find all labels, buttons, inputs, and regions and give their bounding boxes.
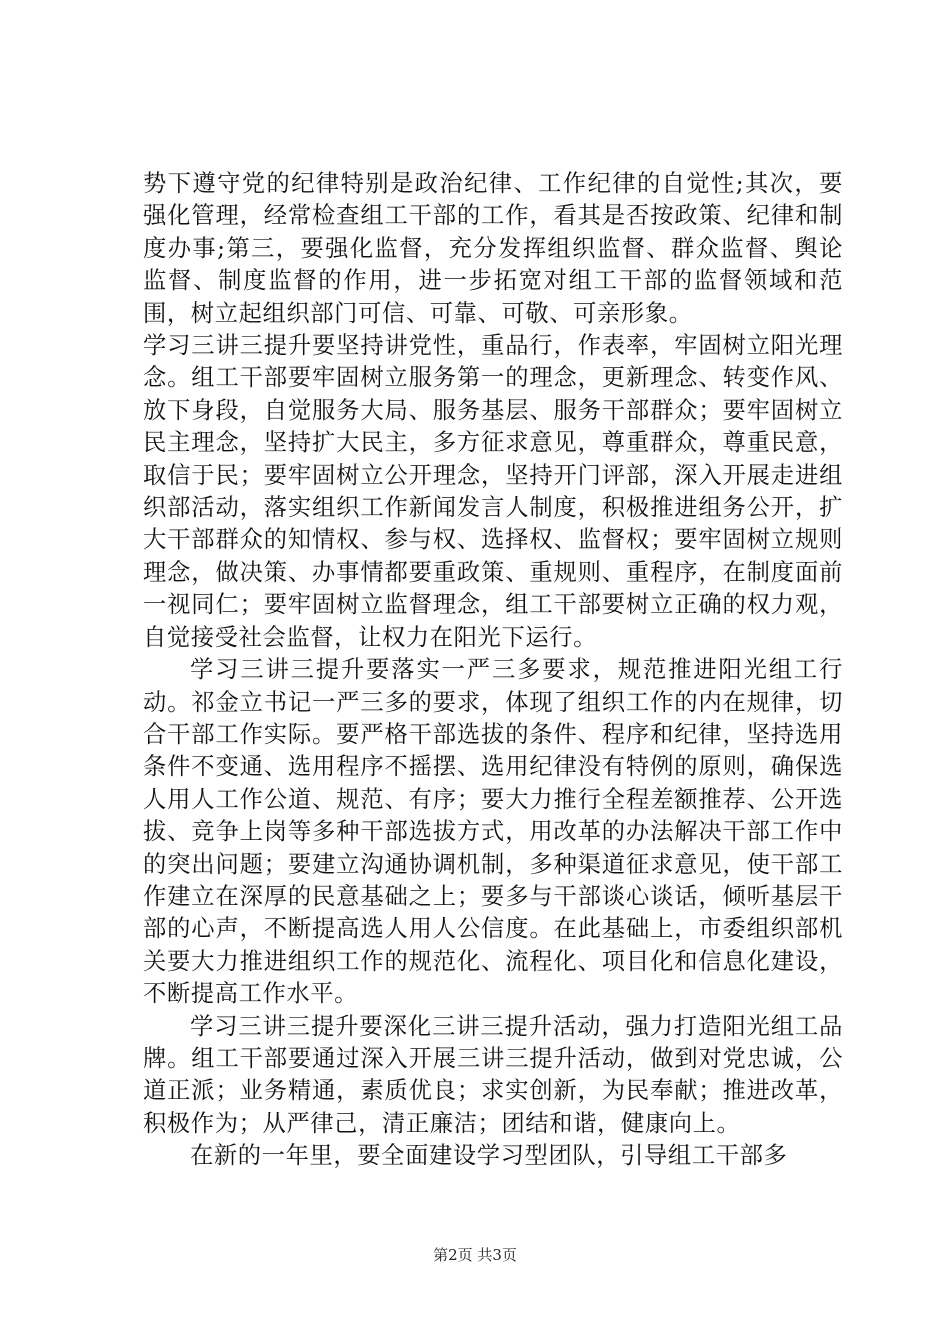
paragraph-5: 在新的一年里，要全面建设学习型团队，引导组工干部多 [190, 1142, 788, 1170]
paragraph-2: 学习三讲三提升要坚持讲党性，重品行，作表率，牢固树立阳光理念。组工干部要牢固树立服务第一的理念，更新理念、转变作风、放下身段，自觉服务大局、服务基层、服务干部群众；要牢固树立民主理念，坚持扩大民主，多方征求意见，尊重群众，尊重民意，取信于民；要牢固树立公开理念，坚持开门评部，深入开展走进组织部活动，落实组织工作新闻发言人制度，积极推进组务公开，扩大干部群众的知情权、参与权、选择权、监督权；要牢固树立规则理念，做决策、办事情都要重政策、重规则、重程序，在制度面前一视同仁；要牢固树立监督理念，组工干部要树立正确的权力观，自觉接受社会监督，让权力在阳光下运行。 [143, 332, 843, 651]
paragraph-4: 学习三讲三提升要深化三讲三提升活动，强力打造阳光组工品牌。组工干部要通过深入开展三讲三提升活动，做到对党忠诚，公道正派；业务精通，素质优良；求实创新，为民奉献；推进改革，积极作为；从严律己，清正廉洁；团结和谐，健康向上。 [143, 1012, 843, 1137]
paragraph-3: 学习三讲三提升要落实一严三多要求，规范推进阳光组工行动。祁金立书记一严三多的要求，体现了组织工作的内在规律，切合干部工作实际。要严格干部选拔的条件、程序和纪律，坚持选用条件不变通、选用程序不摇摆、选用纪律没有特例的原则，确保选人用人工作公道、规范、有序；要大力推行全程差额推荐、公开选拔、竞争上岗等多种干部选拔方式，用改革的办法解决干部工作中的突出问题；要建立沟通协调机制，多种渠道征求意见，使干部工作建立在深厚的民意基础之上；要多与干部谈心谈话，倾听基层干部的心声，不断提高选人用人公信度。在此基础上，市委组织部机关要大力推进组织工作的规范化、流程化、项目化和信息化建设，不断提高工作水平。 [143, 656, 843, 1008]
paragraph-1: 势下遵守党的纪律特别是政治纪律、工作纪律的自觉性;其次，要强化管理，经常检查组工干部的工作，看其是否按政策、纪律和制度办事;第三，要强化监督，充分发挥组织监督、群众监督、舆论监督、制度监督的作用，进一步拓宽对组工干部的监督领域和范围，树立起组织部门可信、可靠、可敬、可亲形象。 [143, 170, 843, 327]
page-number-footer: 第2页 共3页 [433, 1246, 517, 1264]
document-body [143, 168, 843, 1173]
